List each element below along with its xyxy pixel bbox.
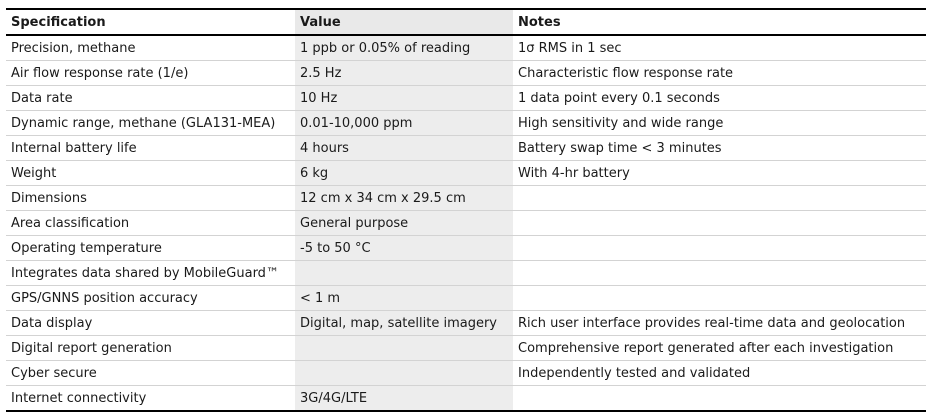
cell-specification: Cyber secure	[6, 361, 295, 386]
cell-notes: Independently tested and validated	[513, 361, 926, 386]
cell-notes	[513, 236, 926, 261]
header-specification: Specification	[11, 14, 106, 30]
table-row	[6, 361, 926, 386]
cell-specification: Dynamic range, methane (GLA131-MEA)	[6, 111, 295, 136]
cell-notes: Characteristic flow response rate	[513, 61, 926, 86]
cell-value: General purpose	[295, 211, 513, 236]
cell-value: -5 to 50 °C	[295, 236, 513, 261]
cell-specification: Integrates data shared by MobileGuard™	[6, 261, 295, 286]
cell-value: 2.5 Hz	[295, 61, 513, 86]
cell-value: Digital, map, satellite imagery	[295, 311, 513, 336]
cell-specification: Air flow response rate (1/e)	[6, 61, 295, 86]
table-row	[6, 186, 926, 211]
cell-specification: Weight	[6, 161, 295, 186]
cell-notes	[513, 186, 926, 211]
cell-notes: 1 data point every 0.1 seconds	[513, 86, 926, 111]
cell-specification: Data display	[6, 311, 295, 336]
cell-specification: Internal battery life	[6, 136, 295, 161]
cell-notes: 1σ RMS in 1 sec	[513, 35, 926, 61]
cell-notes	[513, 286, 926, 311]
table-row	[6, 61, 926, 86]
table-row	[6, 311, 926, 336]
header-notes: Notes	[518, 14, 561, 30]
cell-value: 0.01-10,000 ppm	[295, 111, 513, 136]
header-row	[6, 9, 926, 35]
cell-specification: Internet connectivity	[6, 386, 295, 412]
cell-value: 1 ppb or 0.05% of reading	[295, 35, 513, 61]
table-row	[6, 336, 926, 361]
cell-specification: Digital report generation	[6, 336, 295, 361]
specification-table	[6, 8, 926, 412]
cell-specification: Data rate	[6, 86, 295, 111]
cell-value	[295, 361, 513, 386]
table-row	[6, 86, 926, 111]
cell-notes	[513, 261, 926, 286]
cell-value	[295, 261, 513, 286]
cell-notes	[513, 386, 926, 412]
cell-notes: With 4-hr battery	[513, 161, 926, 186]
cell-specification: Area classification	[6, 211, 295, 236]
cell-value: 12 cm x 34 cm x 29.5 cm	[295, 186, 513, 211]
table-row	[6, 35, 926, 61]
table-row	[6, 286, 926, 311]
cell-value: 6 kg	[295, 161, 513, 186]
cell-notes: Rich user interface provides real-time data and geolocation	[513, 311, 926, 336]
cell-value: 4 hours	[295, 136, 513, 161]
cell-value: 3G/4G/LTE	[295, 386, 513, 412]
table-row	[6, 386, 926, 412]
table-row	[6, 211, 926, 236]
cell-specification: GPS/GNNS position accuracy	[6, 286, 295, 311]
table-row	[6, 261, 926, 286]
cell-notes: Comprehensive report generated after each investigation	[513, 336, 926, 361]
table-row	[6, 136, 926, 161]
cell-notes: High sensitivity and wide range	[513, 111, 926, 136]
cell-specification: Operating temperature	[6, 236, 295, 261]
cell-notes: Battery swap time < 3 minutes	[513, 136, 926, 161]
cell-value: 10 Hz	[295, 86, 513, 111]
cell-value	[295, 336, 513, 361]
cell-specification: Precision, methane	[6, 35, 295, 61]
table-row	[6, 161, 926, 186]
table-row	[6, 111, 926, 136]
table-row	[6, 236, 926, 261]
cell-notes	[513, 211, 926, 236]
cell-value: < 1 m	[295, 286, 513, 311]
cell-specification: Dimensions	[6, 186, 295, 211]
header-value: Value	[295, 9, 513, 35]
